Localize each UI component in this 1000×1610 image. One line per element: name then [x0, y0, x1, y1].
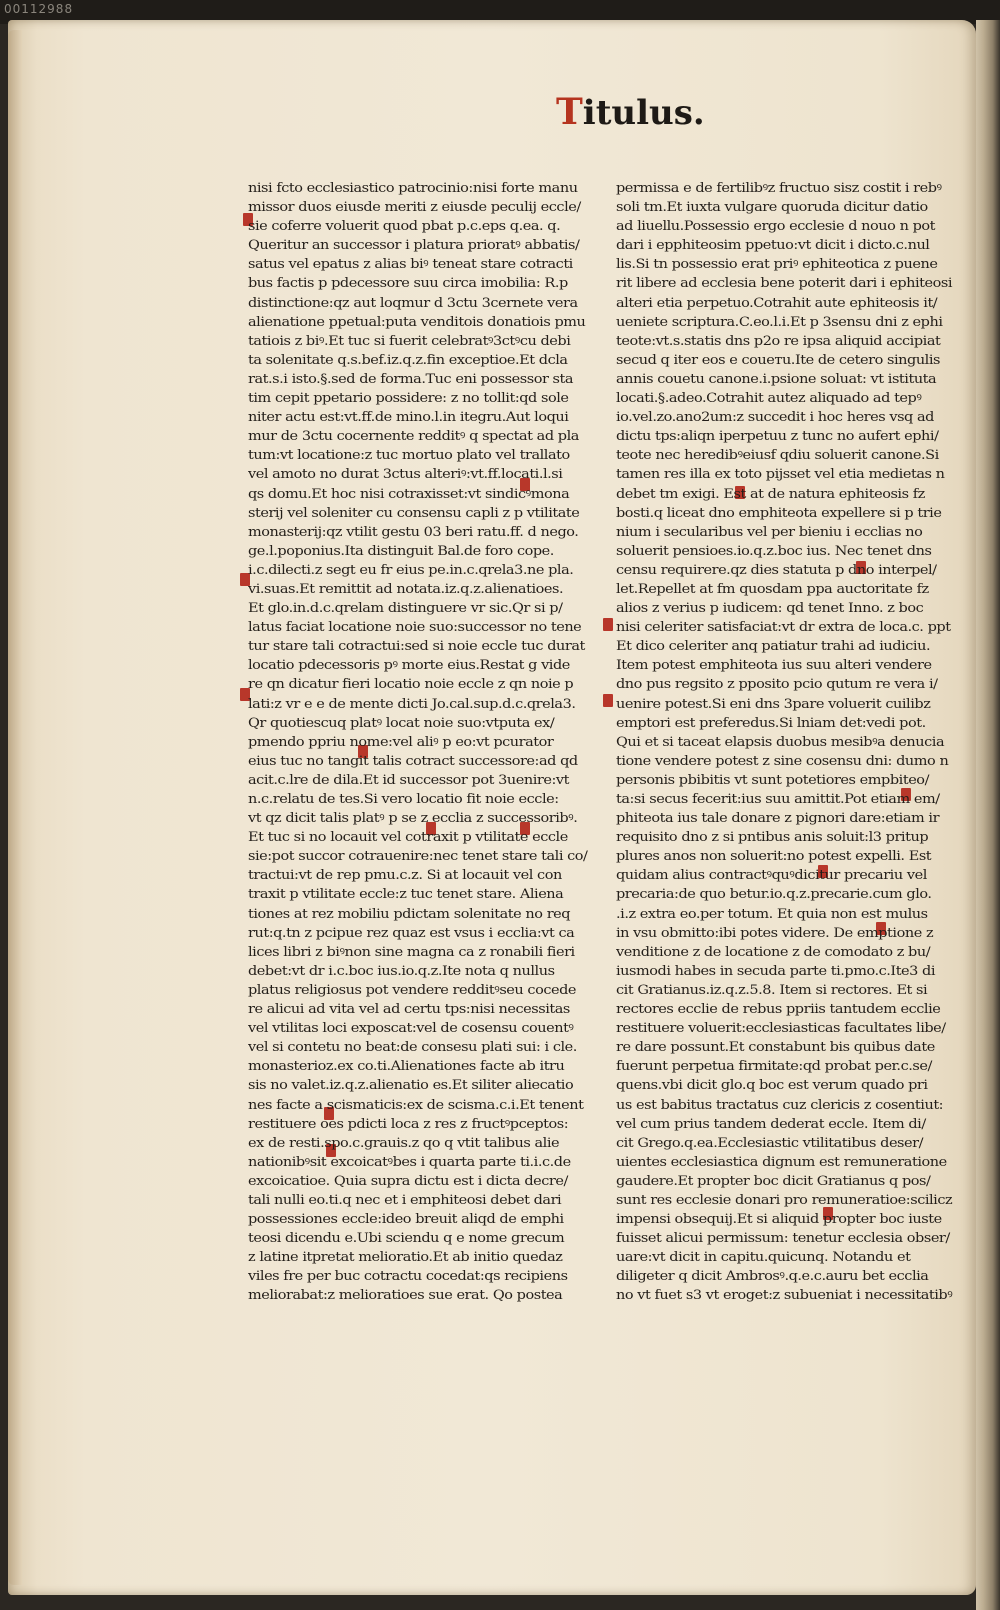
text-line: Et dico celeriter anq patiatur trahi ad iudiciu. — [616, 638, 931, 654]
text-line: qs domu.Et hoc nisi cotraxisset:vt sindicꝰmona — [248, 485, 570, 501]
text-line: alios z verius p iudicem: qd tenet Inno. z boc — [616, 600, 924, 616]
text-line: requisito dno z si pntibus anis soluit:l3 pritup — [616, 829, 929, 845]
text-line: vel amoto no durat 3ctus alteriꝰ:vt.ff.locati.l.si — [248, 466, 563, 482]
text-line: in vsu obmitto:ibi potes videre. De emptione z — [616, 924, 934, 940]
text-line: phiteota ius tale donare z pignori dare:etiam ir — [616, 810, 940, 826]
text-line: monasterioz.ex co.ti.Alienationes facte ab itru — [248, 1058, 565, 1074]
text-line: tione vendere potest z sine cosensu dni: dumo n — [616, 752, 949, 768]
text-line: niter actu est:vt.ff.de mino.l.in itegru.Aut loqui — [248, 409, 569, 425]
text-line: rectores ecclie de rebus ppriis tantudem ecclie — [616, 1001, 941, 1017]
text-line: us est babitus tractatus cuz clericis z cosentiut: — [616, 1096, 944, 1112]
text-line: Qr quotiescuq platꝰ locat noie suo:vtputa ex/ — [248, 714, 555, 730]
text-line: meliorabat:z melioratioes sue erat. Qo postea — [248, 1287, 563, 1303]
text-line: .i.z extra eo.per totum. Et quia non est mulus — [616, 905, 928, 921]
text-line: uare:vt dicit in capitu.quicunq. Notandu et — [616, 1249, 911, 1265]
text-line: restituere oes pdicti loca z res z fructꝰpceptos: — [248, 1115, 569, 1131]
text-line: tali nulli eo.ti.q nec et i emphiteosi debet dari — [248, 1191, 562, 1207]
text-line: re dare possunt.Et constabunt bis quibus date — [616, 1039, 935, 1055]
text-line: permissa e de fertilibꝰz fructuo sisz costit i rebꝰ — [616, 180, 942, 195]
text-line: tatiois z biꝰ.Et tuc si fuerit celebratꝰ3ctꝰcu debi — [248, 332, 571, 348]
text-line: nationibꝰsit excoicatꝰbes i quarta parte ti.i.c.de — [248, 1153, 571, 1169]
text-line: nes facte a scismaticis:ex de scisma.c.i.Et tenent — [248, 1096, 584, 1112]
text-line: re alicui ad vita vel ad certu tps:nisi necessitas — [248, 1001, 570, 1017]
text-line: traxit p vtilitate eccle:z tuc tenet stare. Aliena — [248, 886, 564, 902]
text-line: mur de 3ctu cocernente redditꝰ q spectat ad pla — [248, 428, 579, 444]
text-line: debet tm exigi. Est at de natura ephiteosis fz — [616, 485, 925, 501]
text-line: Qui et si taceat elapsis duobus mesibꝰa denucia — [616, 733, 945, 749]
text-line: platus religiosus pot vendere redditꝰseu cocede — [248, 981, 577, 997]
text-line: uientes ecclesiastica dignum est remuneratione — [616, 1153, 947, 1169]
text-line: vel vtilitas loci exposcat:vel de cosensu couentꝰ — [248, 1020, 574, 1036]
text-line: alienatione ppetual:puta venditois donatiois pmu — [248, 313, 586, 329]
text-line: rut:q.tn z pcipue rez quaz est vsus i ecclia:vt ca — [248, 924, 575, 940]
text-line: dno pus regsito z pposito pcio qutum re vera i/ — [616, 676, 938, 692]
text-column-right — [616, 178, 956, 1305]
text-line: ta:si secus fecerit:ius suu amittit.Pot etiam em/ — [616, 791, 940, 806]
text-line: monasterij:qz vtilit gestu 03 beri ratu.ff. d nego. — [248, 523, 579, 539]
text-line: sie:pot succor cotrauenire:nec tenet stare tali co/ — [248, 848, 588, 864]
text-line: io.vel.zo.ano2um:z succedit i hoc heres vsq ad — [616, 409, 935, 425]
text-line: possessiones eccle:ideo breuit aliqd de emphi — [248, 1211, 564, 1227]
manuscript-page — [8, 20, 976, 1595]
text-line: restituere voluerit:ecclesiasticas facultates libe/ — [616, 1020, 946, 1036]
text-line: lati:z vr e e de mente dicti Jo.cal.sup.d.c.qrela3. — [248, 695, 576, 711]
text-line: no vt fuet s3 vt eroget:z subueniat i necessitatibꝰ — [616, 1287, 953, 1303]
text-line: sunt res ecclesie donari pro remuneratioe:scilicz — [616, 1191, 953, 1207]
text-line: missor duos eiusde meriti z eiusde peculij eccle/ — [248, 199, 581, 215]
text-line: Et tuc si no locauit vel cotraxit p vtilitate eccle — [248, 829, 568, 845]
text-line: plures anos non soluerit:no potest expelli. Est — [616, 848, 932, 864]
text-line: ex de resti.spo.c.grauis.z qo q vtit talibus alie — [248, 1134, 560, 1150]
text-line: censu requirere.qz dies statuta p dno interpel/ — [616, 561, 937, 577]
text-line: teote:vt.s.statis dns p2o re ipsa aliquid accipiat — [616, 332, 941, 348]
text-line: distinctione:qz aut loqmur d 3ctu 3cernete vera — [248, 294, 578, 310]
text-line: quidam alius contractꝰquꝰdicitur precariu vel — [616, 867, 927, 883]
page-heading — [556, 88, 705, 136]
text-line: ueniete scriptura.C.eo.l.i.Et p 3sensu dni z ephi — [616, 313, 943, 329]
text-line: n.c.relatu de tes.Si vero locatio fit noie eccle: — [248, 791, 559, 806]
text-line: vel cum prius tandem dederat eccle. Item di/ — [616, 1115, 926, 1131]
text-line: lis.Si tn possessio erat priꝰ ephiteotica z puene — [616, 256, 938, 272]
text-line: vt qz dicit talis platꝰ p se z ecclia z successoribꝰ. — [248, 810, 578, 826]
text-line: cit Grego.q.ea.Ecclesiastic vtilitatibus deser/ — [616, 1134, 924, 1150]
text-line: re qn dicatur fieri locatio noie eccle z qn noie p — [248, 676, 574, 692]
text-line: eius tuc no tangit talis cotract successore:ad qd — [248, 752, 578, 768]
text-line: acit.c.lre de dila.Et id successor pot 3uenire:vt — [248, 771, 569, 787]
text-line: alteri etia perpetuo.Cotrahit aute ephiteosis it/ — [616, 294, 938, 310]
text-line: Et glo.in.d.c.qrelam distinguere vr sic.Qr si p/ — [248, 600, 563, 616]
text-line: teote nec heredibꝰeiusf qdiu soluerit canone.Si — [616, 447, 939, 463]
text-line: dari i epphiteosim ppetuo:vt dicit i dicto.c.nul — [616, 237, 930, 253]
text-line: soli tm.Et iuxta vulgare quoruda dicitur datio — [616, 199, 928, 215]
text-line: nisi fcto ecclesiastico patrocinio:nisi forte manu — [248, 180, 578, 195]
text-line: nisi celeriter satisfaciat:vt dr extra de loca.c. ppt — [616, 619, 951, 635]
text-line: personis pbibitis vt sunt potetiores empbiteo/ — [616, 771, 929, 787]
text-line: tamen res illa ex toto pijsset vel etia medietas n — [616, 466, 945, 482]
text-line: tractui:vt de rep pmu.c.z. Si at locauit vel con — [248, 867, 562, 883]
text-line: tim cepit ppetario possidere: z no tollit:qd sole — [248, 390, 569, 406]
text-line: quens.vbi dicit glo.q boc est verum quado pri — [616, 1077, 928, 1093]
book-binding-edge — [976, 20, 1000, 1610]
text-line: sie coferre voluerit quod pbat p.c.eps q.ea. q. — [248, 218, 561, 234]
text-line: sterij vel soleniter cu consensu capli z p vtilitate — [248, 504, 580, 520]
text-line: i.c.dilecti.z segt eu fr eius pe.in.c.qrela3.ne pla. — [248, 561, 574, 577]
text-line: fuisset alicui permissum: tenetur ecclesia obser/ — [616, 1230, 950, 1246]
text-line: emptori est preferedus.Si lniam det:vedi pot. — [616, 714, 926, 730]
text-line: vel si contetu no beat:de consesu plati sui: i cle. — [248, 1039, 577, 1055]
heading-rubric-initial: T — [556, 91, 583, 133]
text-line: precaria:de quo betur.io.q.z.precarie.cum glo. — [616, 886, 932, 902]
text-line: viles fre per buc cotractu cocedat:qs recipiens — [248, 1268, 568, 1284]
text-line: debet:vt dr i.c.boc ius.io.q.z.Ite nota q nullus — [248, 962, 555, 978]
text-column-left — [248, 178, 588, 1305]
rubric-mark — [603, 694, 613, 707]
text-line: soluerit pensioes.io.q.z.boc ius. Nec tenet dns — [616, 542, 932, 558]
page-gutter-edge — [8, 30, 22, 1585]
text-line: z latine itpretat melioratio.Et ab initio quedaz — [248, 1249, 563, 1265]
text-line: latus faciat locatione noie suo:successor no tene — [248, 619, 582, 635]
text-line: venditione z de locatione z de comodato z bu/ — [616, 943, 931, 959]
text-line: rit libere ad ecclesia bene poterit dari i ephiteosi — [616, 275, 953, 291]
rubric-mark — [603, 618, 613, 631]
text-line: annis couetu canone.i.psione soluat: vt istituta — [616, 370, 937, 386]
text-line: secud q iter eos e coueтu.Ite de cetero singulis — [616, 351, 941, 367]
shelfmark-label: 00112988 — [4, 2, 74, 16]
text-line: satus vel epatus z alias biꝰ teneat stare cotracti — [248, 256, 573, 272]
text-line: excoicatioe. Quia supra dictu est i dicta decre/ — [248, 1172, 568, 1188]
text-line: uenire potest.Si eni dns 3pare voluerit cuilibz — [616, 695, 931, 711]
text-line: Item potest emphiteota ius suu alteri vendere — [616, 657, 932, 673]
text-line: pmendo ppriu nome:vel aliꝰ p eo:vt pcurator — [248, 733, 554, 749]
text-line: nium i secularibus vel per bieniu i ecclias no — [616, 523, 923, 539]
text-line: iusmodi habes in secuda parte ti.pmo.c.Ite3 di — [616, 962, 936, 978]
text-line: sis no valet.iz.q.z.alienatio es.Et siliter aliecatio — [248, 1077, 574, 1093]
text-line: locati.§.adeo.Cotrahit autez aliquado ad tepꝰ — [616, 390, 922, 406]
text-line: impensi obsequij.Et si aliquid propter boc iuste — [616, 1211, 942, 1227]
text-line: bosti.q liceat dno emphiteota expellere si p trie — [616, 504, 942, 520]
text-line: tum:vt locatione:z tuc mortuo plato vel trallato — [248, 447, 570, 463]
text-line: fuerunt perpetua firmitate:qd probat per.c.se/ — [616, 1058, 932, 1074]
text-line: vi.suas.Et remittit ad notata.iz.q.z.alienatioes. — [248, 580, 564, 596]
text-line: cit Gratianus.iz.q.z.5.8. Item si rectores. Et si — [616, 981, 928, 997]
text-line: tiones at rez mobiliu pdictam solenitate no req — [248, 905, 571, 921]
text-line: let.Repellet at fm quosdam ppa auctoritate fz — [616, 580, 929, 596]
text-line: rat.s.i isto.§.sed de forma.Tuc eni possessor sta — [248, 370, 574, 386]
text-line: lices libri z biꝰnon sine magna ca z ronabili fieri — [248, 943, 575, 959]
text-line: bus factis p pdecessore suu circa imobilia: R.p — [248, 275, 568, 291]
text-line: tur stare tali cotractui:sed si noie eccle tuc durat — [248, 638, 585, 654]
text-line: locatio pdecessoris pꝰ morte eius.Restat g vide — [248, 657, 570, 673]
heading-text: itulus. — [582, 93, 705, 133]
text-line: teosi dicendu e.Ubi sciendu q e nome grecum — [248, 1230, 565, 1246]
text-line: ta solenitate q.s.bef.iz.q.z.fin exceptioe.Et dcla — [248, 351, 568, 367]
text-line: diligeter q dicit Ambrosꝰ.q.e.c.auru bet ecclia — [616, 1268, 929, 1284]
text-line: gaudere.Et propter boc dicit Gratianus q pos/ — [616, 1172, 931, 1188]
text-line: ge.l.poponius.Ita distinguit Bal.de foro cope. — [248, 542, 554, 558]
text-line: dictu tps:aliqn iperpetuu z tunc no aufert ephi/ — [616, 428, 939, 444]
text-line: ad liuellu.Possessio ergo ecclesie d nouo n pot — [616, 218, 936, 234]
text-line: Queritur an successor i platura prioratꝰ abbatis/ — [248, 237, 580, 253]
